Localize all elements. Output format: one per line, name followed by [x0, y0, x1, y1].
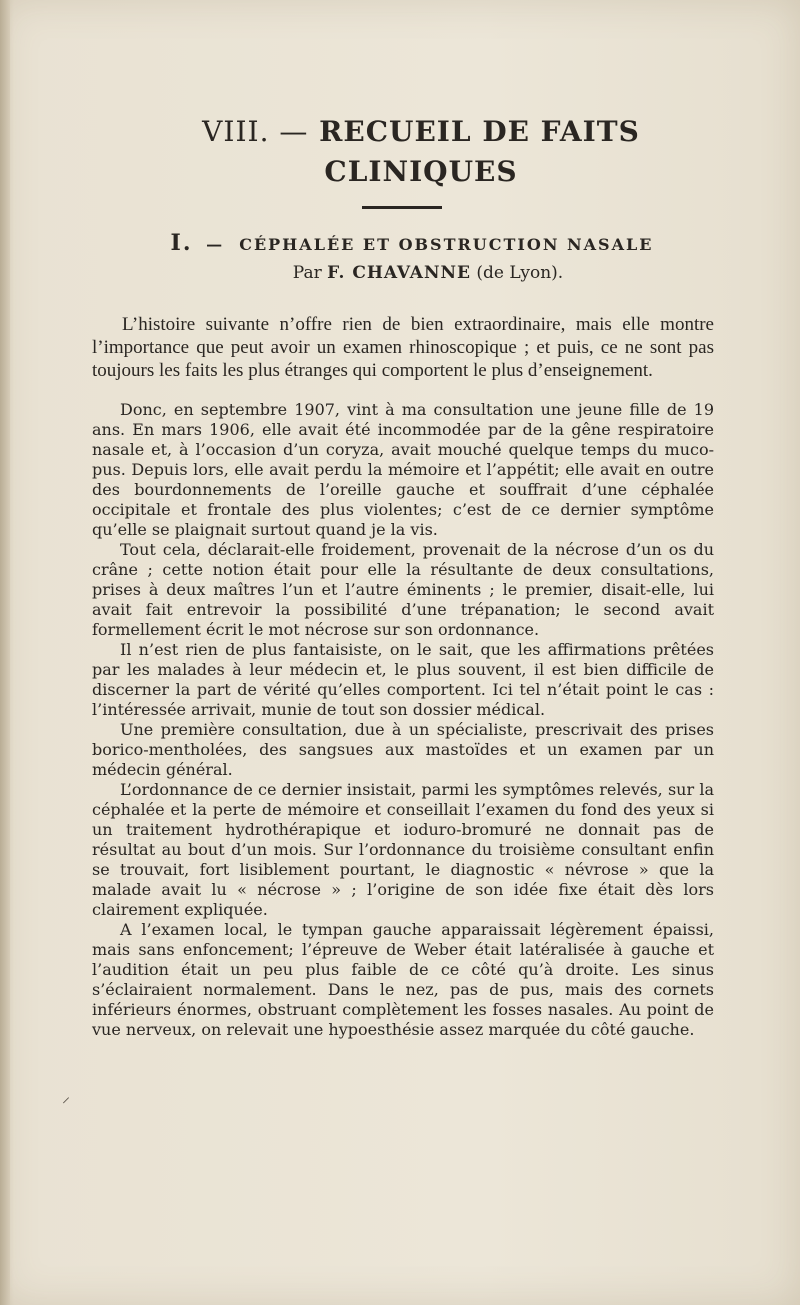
- body-paragraph: Une première consultation, due à un spécialiste, prescrivait des prises borico-mentholées, des sangsues aux mastoïdes et un examen par un médecin général.: [92, 720, 714, 779]
- article-dash: —: [206, 235, 225, 254]
- body-paragraph: Donc, en septembre 1907, vint à ma consultation une jeune fille de 19 ans. En mars 1906, elle avait été incommodée par de la gêne respiratoire nasale et, à l’occasion d’un coryza, avait mouché quelque temps du muco-pus. Depuis lors, elle avait perdu la mémoire et l’appétit; elle avait en outre des bourdonnements de l’oreille gauche et souffrait d’une céphalée occipitale et frontale des plus violentes; c’est de ce dernier symptôme qu’elle se plaignait surtout quand je la vis.: [92, 400, 714, 539]
- byline-prefix: Par: [292, 263, 322, 283]
- byline: [142, 261, 714, 285]
- heading-rule: [362, 206, 442, 209]
- margin-pencil-mark: ⸝: [62, 1087, 71, 1106]
- body-paragraph: Tout cela, déclarait-elle froidement, provenait de la nécrose d’un os du crâne ; cette notion était pour elle la résultante de deux consultations, prises à deux maîtres l’un et l’autre éminents ; le premier, disait-elle, lui avait fait entrevoir la possibilité d’une trépanation; le second avait formellement écrit le mot nécrose sur son ordonnance.: [92, 540, 714, 639]
- section-title: RECUEIL DE FAITS CLINIQUES: [319, 115, 640, 188]
- page-content: [92, 112, 714, 1040]
- article-heading: [110, 231, 714, 257]
- body-paragraph: Il n’est rien de plus fantaisiste, on le sait, que les affirmations prêtées par les malades à leur médecin et, le plus souvent, il est bien difficile de discerner la part de vérité qu’elles comportent. Ici tel n’était point le cas : l’intéressée arrivait, munie de tout son dossier médical.: [92, 640, 714, 719]
- intro-paragraph: L’histoire suivante n’offre rien de bien extraordinaire, mais elle montre l’importance que peut avoir un examen rhinoscopique ; et puis, ce ne sont pas toujours les faits les plus étranges qui comportent le plus d’enseignement.: [92, 314, 714, 381]
- article-title: CÉPHALÉE ET OBSTRUCTION NASALE: [239, 235, 654, 254]
- body-paragraph: L’ordonnance de ce dernier insistait, parmi les symptômes relevés, sur la céphalée et la perte de mémoire et conseillait l’examen du fond des yeux si un traitement hydrothérapique et ioduro-bromuré ne donnait pas de résultat au bout d’un mois. Sur l’ordonnance du troisième consultant enfin se trouvait, fort lisiblement pourtant, le diagnostic « névrose » que la malade avait lu « nécrose » ; l’origine de son idée fixe était dès lors clairement expliquée.: [92, 780, 714, 919]
- section-heading: [128, 112, 714, 192]
- article-number: I.: [170, 230, 193, 256]
- author-name: F. CHAVANNE: [327, 263, 471, 283]
- binding-edge: [0, 0, 10, 1305]
- section-numeral: VIII. —: [202, 115, 309, 148]
- body-paragraph: A l’examen local, le tympan gauche apparaissait légèrement épaissi, mais sans enfoncement; l’épreuve de Weber était latéralisée à gauche et l’audition était un peu plus faible de ce côté qu’à droite. Les sinus s’éclairaient normalement. Dans le nez, pas de pus, mais des cornets inférieurs énormes, obstruant complètement les fosses nasales. Au point de vue nerveux, on relevait une hypoesthésie assez marquée du côté gauche.: [92, 920, 714, 1039]
- author-affiliation: (de Lyon).: [476, 263, 564, 283]
